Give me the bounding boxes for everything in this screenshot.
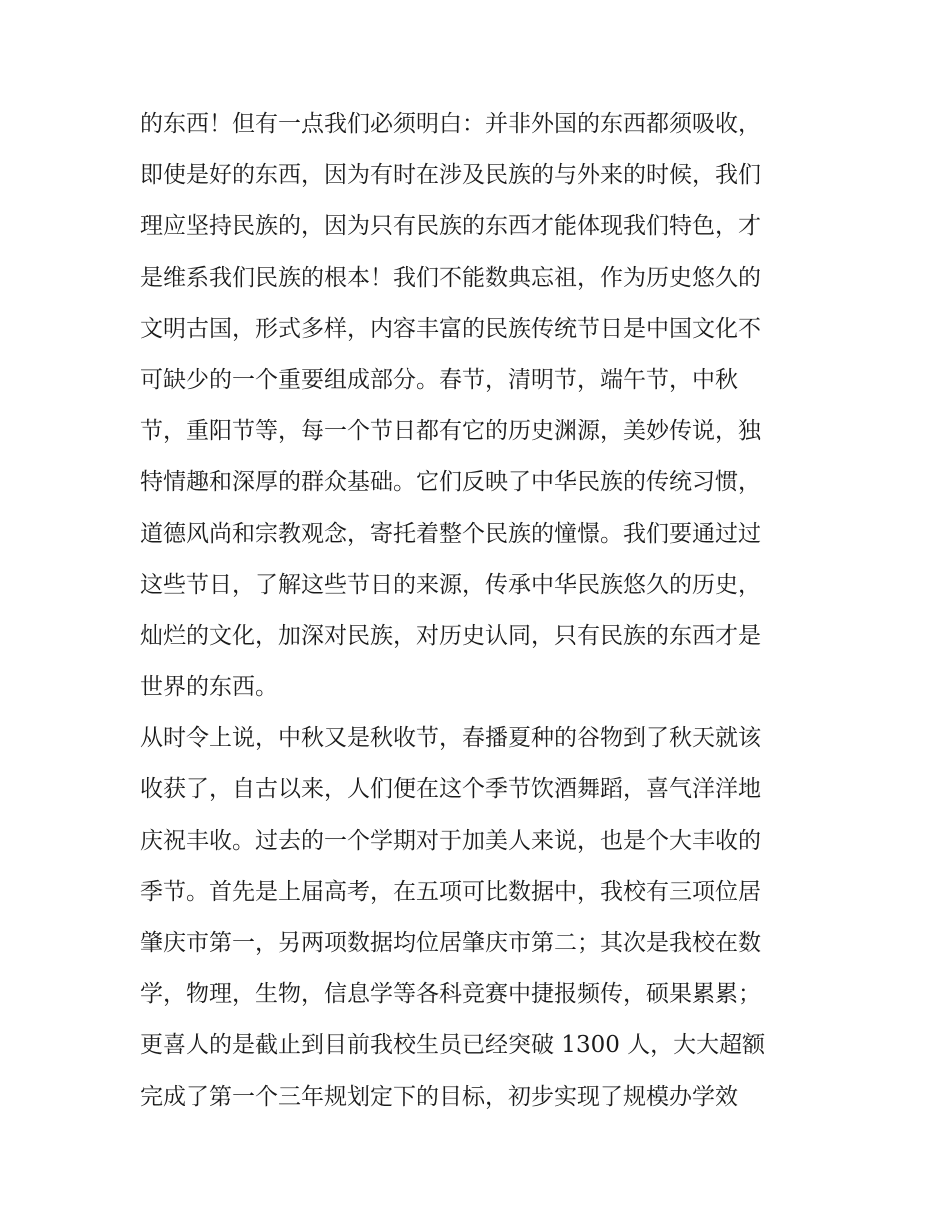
text-line: 完成了第一个三年规划定下的目标，初步实现了规模办学效 [140,1083,738,1110]
text-line: 学，物理，生物，信息学等各科竞赛中捷报频传，硕果累累； [140,981,761,1008]
text-line: 庆祝丰收。过去的一个学期对于加美人来说，也是个大丰收的 [140,827,761,854]
text-line: 道德风尚和宗教观念，寄托着整个民族的憧憬。我们要通过过 [140,520,761,547]
text-line: 肇庆市第一，另两项数据均位居肇庆市第二；其次是我校在数 [140,930,761,956]
text-line: 季节。首先是上届高考，在五项可比数据中，我校有三项位居 [140,878,761,905]
text-line: 理应坚持民族的，因为只有民族的东西才能体现我们特色，才 [140,213,761,240]
text-line: 文明古国，形式多样，内容丰富的民族传统节日是中国文化不 [140,315,761,342]
text-line: 节，重阳节等，每一个节日都有它的历史渊源，美妙传说，独 [140,418,761,445]
text-line: 灿烂的文化，加深对民族，对历史认同，只有民族的东西才是 [140,622,761,649]
text-line: 这些节日，了解这些节日的来源，传承中华民族悠久的历史， [140,571,761,598]
text-line: 即使是好的东西，因为有时在涉及民族的与外来的时候，我们 [140,162,761,189]
text-line: 是维系我们民族的根本！我们不能数典忘祖，作为历史悠久的 [140,264,761,291]
text-line: 可缺少的一个重要组成部分。春节，清明节，端午节，中秋 [140,366,738,393]
text-line: 收获了，自古以来，人们便在这个季节饮酒舞蹈，喜气洋洋地 [140,776,761,803]
text-line: 从时令上说，中秋又是秋收节，春播夏种的谷物到了秋天就该 [140,725,761,752]
text-line: 世界的东西。 [140,674,278,701]
body-text [140,104,830,1128]
text-line: 的东西！但有一点我们必须明白：并非外国的东西都须吸收， [140,111,761,137]
text-line: 特情趣和深厚的群众基础。它们反映了中华民族的传统习惯， [140,469,761,496]
text-line: 更喜人的是截止到目前我校生员已经突破 1300 人，大大超额 [140,1032,766,1059]
